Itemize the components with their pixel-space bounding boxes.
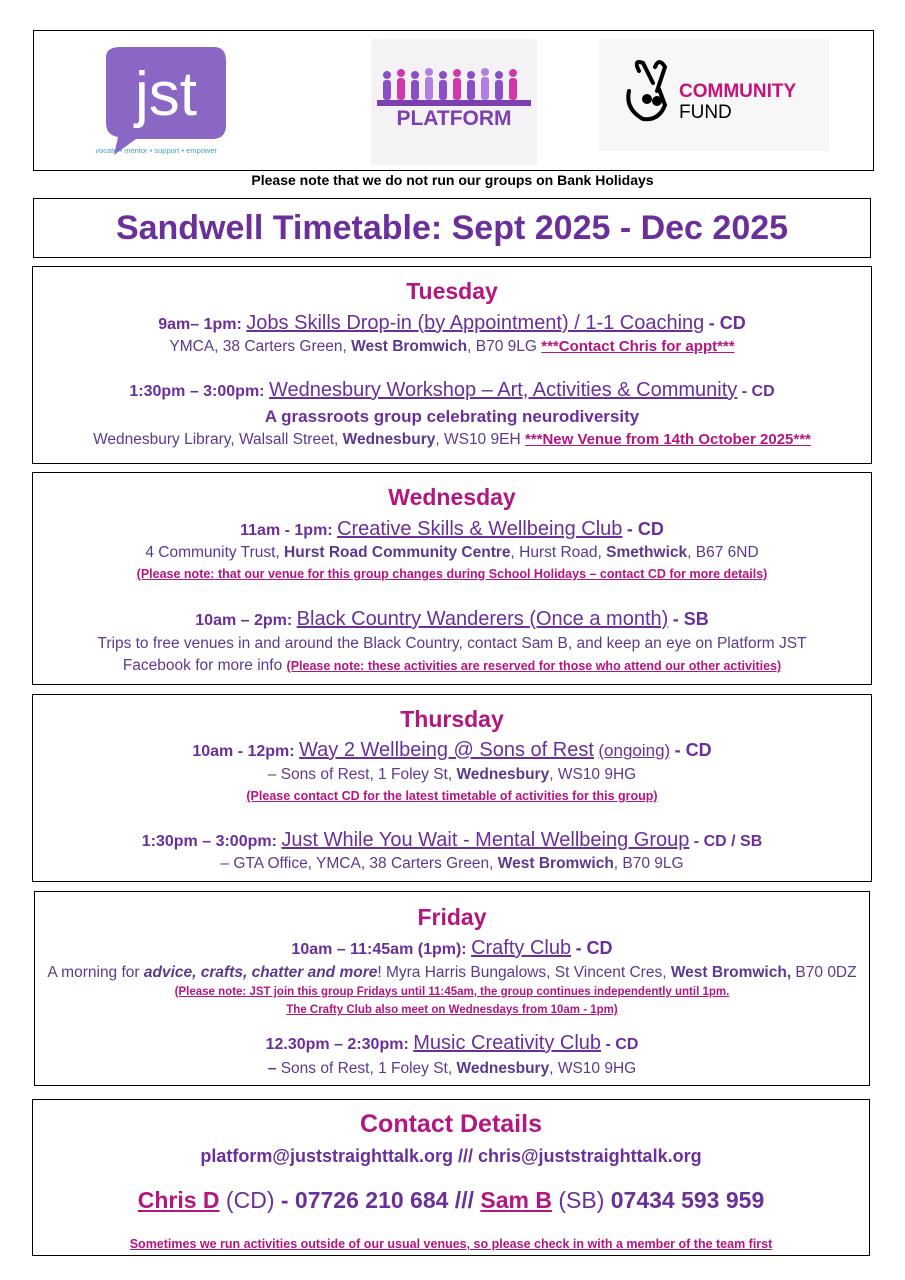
session-time: 1:30pm – 3:00pm: (141, 833, 277, 850)
fund-logo-line2: FUND (679, 102, 732, 123)
session-time: 12.30pm – 2:30pm: (265, 1036, 409, 1053)
session-lead: - CD (605, 1036, 639, 1053)
session-note: (Please contact CD for the latest timetable of activities for this group) (246, 789, 658, 803)
contact-title: Contact Details (360, 1110, 542, 1138)
contact-sam-phone: 07434 593 959 (604, 1187, 765, 1213)
contact-phones: Chris D (CD) - 07726 210 684 /// Sam B (SB) 07434 593 959 (137, 1187, 765, 1213)
session-address: – Sons of Rest, 1 Foley St, Wednesbury, WS10 9HG (267, 766, 637, 783)
day-heading: Thursday (400, 706, 504, 732)
session-time: 10am – 2pm: (195, 612, 293, 629)
session-note: ***Contact Chris for appt*** (541, 338, 735, 355)
session-line (35, 1032, 869, 1055)
session-lead: - CD (708, 313, 746, 333)
platform-logo (371, 39, 537, 165)
session-note: The Crafty Club also meet on Wednesdays from 10am - 1pm) (286, 1004, 618, 1016)
day-heading: Wednesday (388, 484, 516, 510)
session-address: 4 Community Trust, Hurst Road Community Centre, Hurst Road, Smethwick, B67 6ND (145, 544, 759, 561)
session-address: YMCA, 38 Carters Green, West Bromwich, B70 9LG ***Contact Chris for appt*** (169, 338, 735, 355)
session-description: Trips to free venues in and around the Black Country, contact Sam B, and keep an eye on Platform JST (97, 635, 807, 652)
contact-chris-link[interactable]: Chris D (137, 1187, 220, 1213)
platform-logo-text: PLATFORM (396, 107, 512, 130)
contact-sam-link[interactable]: Sam B (480, 1187, 552, 1213)
session-note: ***New Venue from 14th October 2025*** (524, 431, 811, 448)
session-line (35, 937, 869, 960)
session-group-link[interactable]: Crafty Club (471, 937, 572, 959)
logo-header (33, 30, 874, 171)
wednesday-section (32, 472, 872, 685)
session-line (33, 608, 871, 631)
session-line (33, 312, 871, 335)
session-address: – GTA Office, YMCA, 38 Carters Green, West Bromwich, B70 9LG (220, 855, 684, 872)
jst-logo (96, 47, 246, 157)
page-title: Sandwell Timetable: Sept 2025 - Dec 2025 (115, 209, 789, 247)
day-heading: Tuesday (406, 278, 498, 304)
session-description: Facebook for more info (Please note: these activities are reserved for those who attend our other activities) (122, 657, 782, 674)
contact-chris-phone: - 07726 210 684 /// (274, 1187, 481, 1213)
session-note: (Please note: that our venue for this group changes during School Holidays – contact CD for more details) (136, 567, 768, 581)
session-group-link[interactable]: Creative Skills & Wellbeing Club (337, 518, 623, 540)
session-line (33, 829, 871, 852)
session-note: (Please note: JST join this group Fridays until 11:45am, the group continues independently until 1pm. (174, 986, 730, 998)
session-line (33, 379, 871, 402)
session-lead: - CD / SB (693, 833, 763, 850)
tuesday-section (32, 266, 872, 464)
title-box (33, 198, 871, 258)
session-lead: - SB (672, 609, 709, 629)
contact-section (32, 1099, 870, 1256)
thursday-section (32, 694, 872, 882)
jst-logo-text: jst (135, 60, 197, 129)
session-description: A grassroots group celebrating neurodiversity (264, 407, 640, 426)
fund-logo-line1: COMMUNITY (679, 81, 797, 102)
session-line (33, 518, 871, 541)
session-time: 10am – 11:45am (1pm): (291, 941, 467, 958)
crossed-fingers-icon (628, 62, 665, 119)
session-group-extra: (ongoing) (598, 741, 671, 760)
session-lead: - CD (575, 938, 613, 958)
session-address: Wednesbury Library, Walsall Street, Wednesbury, WS10 9EH ***New Venue from 14th October 2025*** (93, 431, 811, 448)
session-group-link[interactable]: Wednesbury Workshop – Art, Activities & Community (268, 379, 738, 401)
session-group-link[interactable]: Way 2 Wellbeing @ Sons of Rest (299, 739, 594, 761)
session-note: (Please note: these activities are reserved for those who attend our other activities) (286, 659, 782, 673)
bank-holiday-note: Please note that we do not run our groups on Bank Holidays (251, 172, 654, 188)
session-time: 9am– 1pm: (158, 316, 242, 333)
session-group-link[interactable]: Black Country Wanderers (Once a month) (296, 608, 669, 630)
session-time: 1:30pm – 3:00pm: (129, 383, 265, 400)
session-group-link[interactable]: Jobs Skills Drop-in (by Appointment) / 1-1 Coaching (246, 312, 705, 334)
community-fund-logo (599, 39, 829, 151)
contact-emails[interactable]: platform@juststraighttalk.org /// chris@juststraighttalk.org (200, 1146, 702, 1166)
session-lead: - CD (741, 383, 775, 400)
session-address: – Sons of Rest, 1 Foley St, Wednesbury, WS10 9HG (267, 1060, 637, 1077)
session-address: A morning for advice, crafts, chatter and more! Myra Harris Bungalows, St Vincent Cres, West Bromwich, B70 0DZ (47, 964, 857, 981)
session-line (33, 739, 871, 762)
contact-footer-note: Sometimes we run activities outside of our usual venues, so please check in with a member of the team first (129, 1237, 773, 1251)
session-lead: - CD (674, 740, 712, 760)
day-heading: Friday (417, 904, 487, 930)
session-group-link[interactable]: Just While You Wait - Mental Wellbeing Group (281, 829, 690, 851)
jst-tagline: advocate • mentor • support • empower (96, 146, 218, 155)
session-group-link[interactable]: Music Creativity Club (413, 1032, 602, 1054)
friday-section (34, 891, 870, 1086)
session-time: 10am - 12pm: (192, 743, 295, 760)
session-time: 11am - 1pm: (240, 522, 333, 539)
session-lead: - CD (626, 519, 664, 539)
